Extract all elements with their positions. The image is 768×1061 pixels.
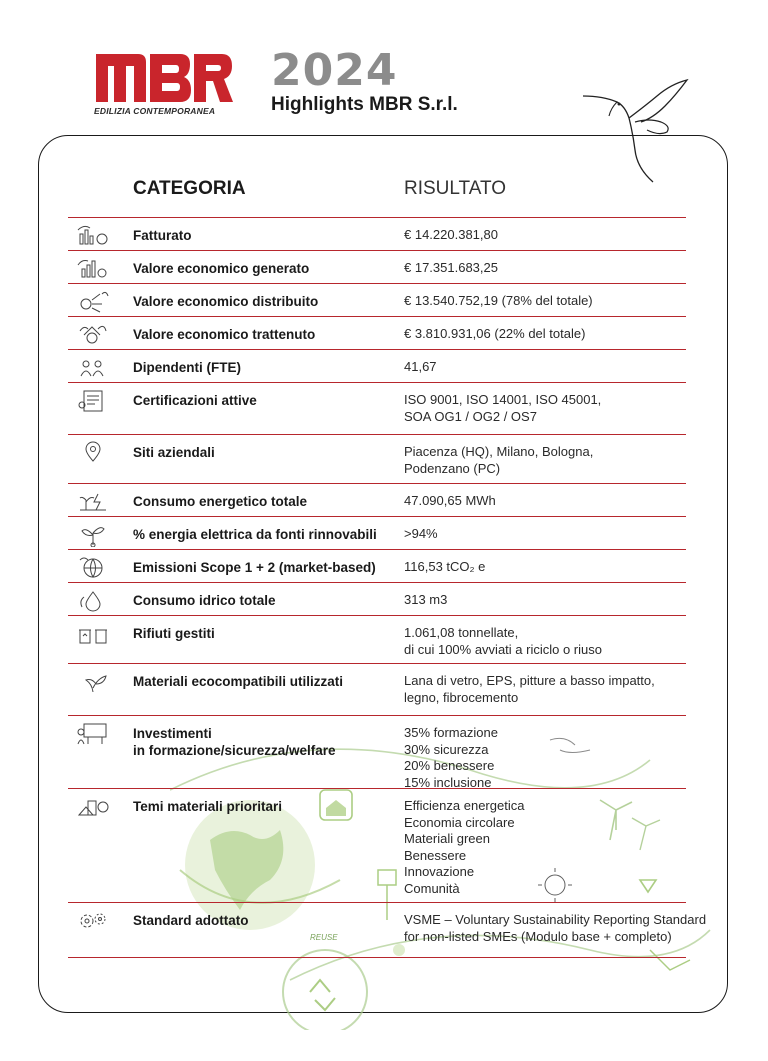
category-line: Consumo idrico totale	[133, 593, 276, 608]
employees-icon	[76, 356, 110, 378]
result-value	[404, 625, 602, 658]
category-line: Standard adottato	[133, 913, 249, 928]
result-value	[404, 493, 496, 510]
category-label	[133, 260, 309, 277]
table-row	[68, 250, 686, 283]
table-row	[68, 217, 686, 250]
result-value	[404, 392, 601, 425]
result-value	[404, 326, 585, 343]
result-value	[404, 444, 593, 477]
category-label	[133, 912, 249, 929]
table-row	[68, 434, 686, 483]
revenue-chart-icon	[76, 224, 110, 246]
category-label	[133, 326, 315, 343]
result-value	[404, 559, 485, 576]
logo-tagline: EDILIZIA CONTEMPORANEA	[94, 106, 216, 116]
category-line: Investimenti	[133, 726, 212, 741]
retained-value-icon	[76, 323, 110, 345]
result-line: 15% inclusione	[404, 774, 492, 790]
result-line: di cui 100% avviati a riciclo o riuso	[404, 641, 602, 657]
category-label	[133, 227, 192, 244]
result-line: 41,67	[404, 359, 437, 374]
result-line: Materiali green	[404, 831, 490, 846]
column-header-category: CATEGORIA	[133, 178, 246, 199]
table-row	[68, 582, 686, 615]
category-label	[133, 493, 307, 510]
highlights-table	[68, 217, 707, 958]
result-value	[404, 227, 498, 244]
result-line: € 14.220.381,80	[404, 227, 498, 242]
category-line: Valore economico distribuito	[133, 294, 319, 309]
table-row	[68, 349, 686, 382]
result-line: Economia circolare	[404, 814, 515, 830]
result-line: € 17.351.683,25	[404, 260, 498, 275]
economic-value-chart-icon	[76, 257, 110, 279]
table-row	[68, 316, 686, 349]
result-line: Comunità	[404, 880, 460, 896]
result-value	[404, 798, 524, 897]
certificate-icon	[76, 389, 110, 411]
table-row	[68, 483, 686, 516]
result-line: € 13.540.752,19 (78% del totale)	[404, 293, 593, 308]
category-line: % energia elettrica da fonti rinnovabili	[133, 527, 377, 542]
result-value	[404, 359, 437, 376]
standard-gears-icon	[76, 909, 110, 931]
mbr-logo-mark	[94, 50, 234, 106]
category-label	[133, 725, 336, 759]
category-line: Dipendenti (FTE)	[133, 360, 241, 375]
category-line: Rifiuti gestiti	[133, 626, 215, 641]
category-line: Valore economico generato	[133, 261, 310, 276]
recycling-bins-icon	[76, 622, 110, 644]
result-line: 35% formazione	[404, 725, 498, 740]
table-row	[68, 615, 686, 663]
eco-leaf-icon	[76, 670, 110, 692]
result-value	[404, 592, 447, 609]
result-line: >94%	[404, 526, 438, 541]
globe-emissions-icon	[76, 556, 110, 578]
result-line: 30% sicurezza	[404, 741, 489, 757]
table-row	[68, 283, 686, 316]
result-line: 1.061,08 tonnellate,	[404, 625, 519, 640]
result-line: for non-listed SMEs (Modulo base + completo)	[404, 928, 672, 944]
table-row	[68, 549, 686, 582]
category-label	[133, 559, 376, 576]
result-value	[404, 260, 498, 277]
energy-plant-icon	[76, 490, 110, 512]
category-label	[133, 444, 215, 461]
distributed-value-icon	[76, 290, 110, 312]
location-pin-icon	[76, 441, 110, 463]
result-line: Podenzano (PC)	[404, 460, 501, 476]
result-value	[404, 912, 706, 945]
category-label	[133, 673, 343, 690]
reuse-label: REUSE	[310, 933, 338, 942]
table-row	[68, 902, 707, 958]
category-label	[133, 392, 257, 409]
result-line: Efficienza energetica	[404, 798, 525, 813]
table-row	[68, 382, 686, 434]
table-row	[68, 715, 686, 788]
category-line: in formazione/sicurezza/welfare	[133, 743, 336, 758]
mbr-logo	[94, 50, 234, 118]
result-line: SOA OG1 / OG2 / OS7	[404, 408, 537, 424]
water-drop-icon	[76, 589, 110, 611]
result-line: € 3.810.931,06 (22% del totale)	[404, 326, 586, 341]
category-line: Emissioni Scope 1 + 2 (market-based)	[133, 560, 376, 575]
category-label	[133, 592, 276, 609]
result-line: VSME – Voluntary Sustainability Reporting Standard	[404, 912, 707, 927]
result-value	[404, 673, 655, 706]
result-value	[404, 725, 498, 791]
category-line: Certificazioni attive	[133, 393, 257, 408]
result-line: 47.090,65 MWh	[404, 493, 496, 508]
category-line: Valore economico trattenuto	[133, 327, 316, 342]
category-label	[133, 359, 241, 376]
result-value	[404, 526, 438, 543]
priority-themes-icon	[76, 795, 110, 817]
category-label	[133, 293, 318, 310]
result-line: 313 m3	[404, 592, 448, 607]
column-header-result: RISULTATO	[404, 178, 507, 199]
result-line: Piacenza (HQ), Milano, Bologna,	[404, 444, 594, 459]
renewable-sprout-icon	[76, 523, 110, 545]
training-board-icon	[76, 722, 110, 744]
page-title: Highlights MBR S.r.l.	[271, 94, 458, 115]
result-line: legno, fibrocemento	[404, 689, 519, 705]
category-label	[133, 526, 377, 543]
report-year: 2024	[271, 45, 398, 96]
category-line: Temi materiali prioritari	[133, 799, 283, 814]
category-line: Fatturato	[133, 228, 192, 243]
category-line: Materiali ecocompatibili utilizzati	[133, 674, 344, 689]
result-line: 20% benessere	[404, 758, 495, 773]
category-label	[133, 798, 282, 815]
category-line: Siti aziendali	[133, 445, 215, 460]
table-row	[68, 663, 686, 715]
result-line: 116,53 tCO₂ e	[404, 559, 486, 574]
result-line: Benessere	[404, 847, 467, 863]
result-line: ISO 9001, ISO 14001, ISO 45001,	[404, 392, 602, 407]
category-line: Consumo energetico totale	[133, 494, 308, 509]
table-row	[68, 788, 686, 902]
category-label	[133, 625, 215, 642]
result-value	[404, 293, 593, 310]
result-line: Innovazione	[404, 864, 475, 879]
table-row	[68, 516, 686, 549]
result-line: Lana di vetro, EPS, pitture a basso impatto,	[404, 673, 655, 688]
